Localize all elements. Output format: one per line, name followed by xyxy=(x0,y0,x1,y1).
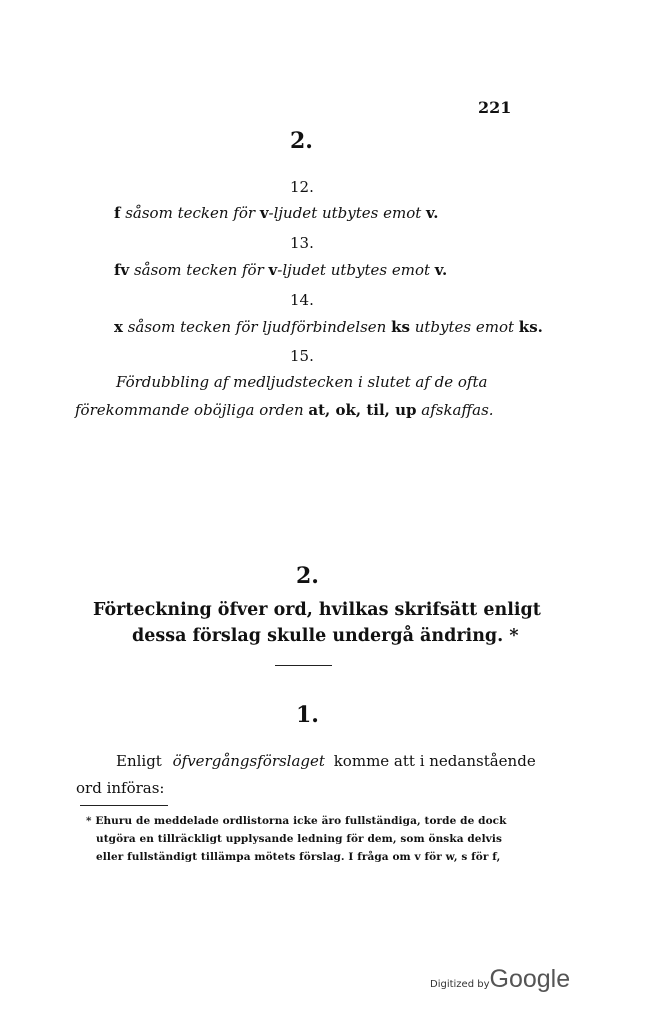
text-token: såsom tecken för xyxy=(120,204,260,222)
bold-token: x xyxy=(114,318,123,336)
paragraph-word: Enligt xyxy=(116,752,162,770)
bold-token: fv xyxy=(114,261,130,279)
text-token: utbytes emot xyxy=(409,318,519,336)
text-token: såsom tecken för ljudförbindelsen xyxy=(122,318,392,336)
text-token: förekommande oböjliga orden xyxy=(75,401,309,419)
google-logo: Google xyxy=(489,965,571,993)
section-heading-line2: dessa förslag skulle undergå ändring. * xyxy=(132,626,519,646)
paragraph-rest: komme att i nedanstående xyxy=(333,752,536,770)
section-mark: 2. xyxy=(290,128,313,154)
rule-text-14 xyxy=(114,318,543,336)
text-token: -ljudet utbytes emot xyxy=(268,204,427,222)
text-token: såsom tecken för xyxy=(129,261,269,279)
bold-token: ks xyxy=(391,318,410,336)
rule-text-12 xyxy=(114,204,438,222)
subsection-number: 1. xyxy=(296,702,319,728)
footnote-line1: * Ehuru de meddelade ordlistorna icke äro fullständiga, torde de dock xyxy=(86,815,507,827)
bold-token: at, ok, til, up xyxy=(308,401,417,419)
rule-text-15-line2 xyxy=(75,401,494,419)
bold-token: v xyxy=(268,261,278,279)
rule-number-14: 14. xyxy=(290,291,314,309)
heading-divider xyxy=(275,665,332,666)
rule-number-13: 13. xyxy=(290,234,314,252)
footnote-line2: utgöra en tillräckligt upplysande ledning för dem, som önska delvis xyxy=(96,833,502,845)
footnote-divider xyxy=(80,805,168,806)
bold-token: ks. xyxy=(518,318,543,336)
rule-number-12: 12. xyxy=(290,178,314,196)
watermark-small-text: Digitized by xyxy=(430,979,490,990)
page-number: 221 xyxy=(478,98,512,117)
rule-text-13 xyxy=(114,261,447,279)
rule-number-15: 15. xyxy=(290,347,314,365)
paragraph-line2: ord införas: xyxy=(76,779,165,797)
bold-token: v xyxy=(259,204,269,222)
text-token: afskaffas. xyxy=(416,401,494,419)
rule-text-15-line1 xyxy=(116,373,487,391)
bold-token: v. xyxy=(434,261,448,279)
bold-token: f xyxy=(114,204,121,222)
bold-token: v. xyxy=(426,204,439,222)
digitized-watermark xyxy=(430,965,570,994)
paragraph-line1 xyxy=(116,752,536,770)
section-number: 2. xyxy=(296,563,319,589)
footnote-line3: eller fullständigt tillämpa mötets förslag. I fråga om v för w, s för f, xyxy=(96,851,501,863)
section-heading-line1: Förteckning öfver ord, hvilkas skrifsätt enligt xyxy=(93,600,541,620)
text-token: Fördubbling af medljudstecken i slutet af de ofta xyxy=(116,373,488,391)
paragraph-term: öfvergångsförslaget xyxy=(172,752,325,770)
text-token: -ljudet utbytes emot xyxy=(277,261,435,279)
